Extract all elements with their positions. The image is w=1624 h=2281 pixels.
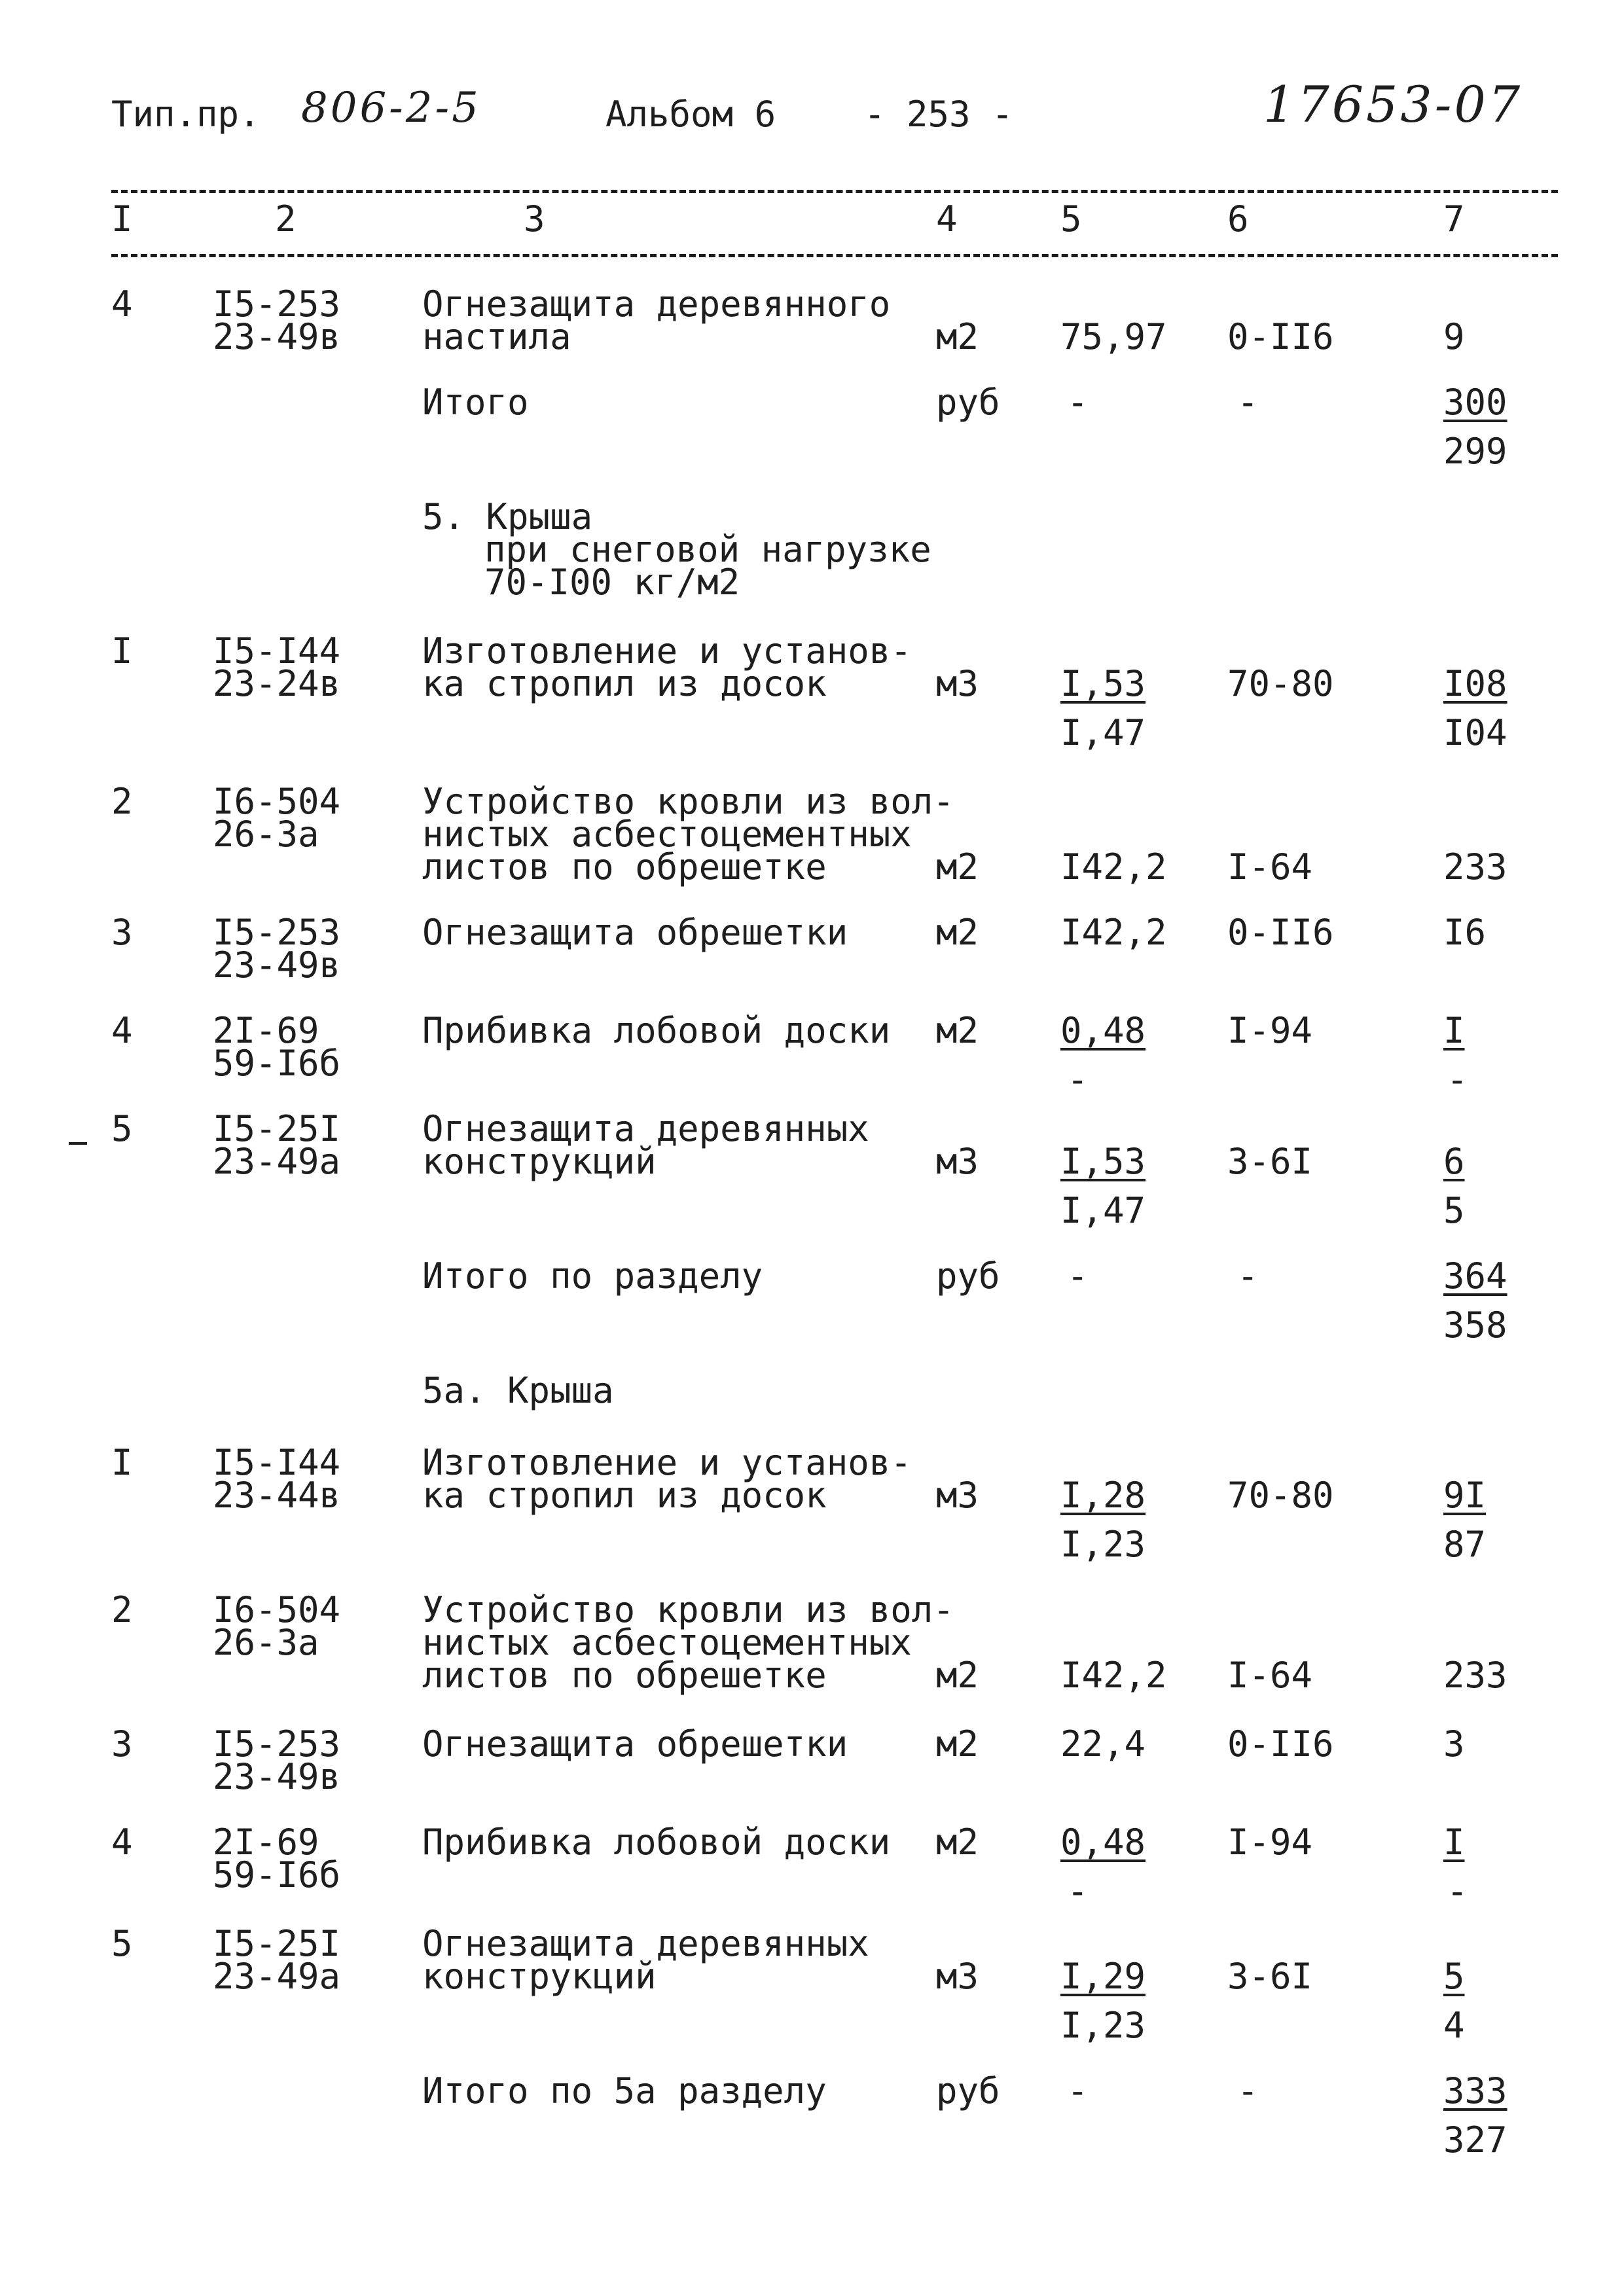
unit: руб [936, 2070, 1000, 2111]
norm-rate: I-94 [1227, 1010, 1313, 1051]
norm-code: I5-253 [213, 1723, 341, 1765]
cost: I08 [1443, 663, 1507, 704]
norm-code: 23-49в [213, 1756, 341, 1797]
norm-code: 26-3а [213, 1622, 319, 1663]
norm-code: 23-49а [213, 1141, 341, 1182]
cost: 4 [1443, 2005, 1465, 2046]
norm-code: I5-25I [213, 1923, 341, 1964]
cost: 3 [1443, 1723, 1465, 1765]
document-number: 17653-07 [1263, 75, 1523, 134]
norm-code: I5-253 [213, 912, 341, 953]
row-number: 4 [111, 1010, 133, 1051]
norm-code: 59-I6б [213, 1854, 341, 1895]
work-description: нистых асбестоцементных [422, 1622, 912, 1663]
cost: 87 [1443, 1524, 1487, 1565]
work-description: Прибивка лобовой доски [422, 1010, 891, 1051]
cost: 233 [1443, 846, 1507, 888]
quantity: I42,2 [1060, 912, 1167, 953]
norm-code: 26-3а [213, 814, 319, 855]
total-label: Итого по 5а разделу [422, 2070, 827, 2111]
row-number: 3 [111, 912, 133, 953]
work-description: Устройство кровли из вол- [422, 1589, 954, 1630]
unit: руб [936, 382, 1000, 423]
unit: м3 [936, 1956, 979, 1997]
cost: 364 [1443, 1255, 1507, 1297]
quantity: - [1067, 1871, 1089, 1912]
cost: 327 [1443, 2119, 1507, 2161]
unit: м2 [936, 1723, 979, 1765]
unit: м3 [936, 1475, 979, 1516]
quantity: I,53 [1060, 663, 1146, 704]
column-header-2: 2 [275, 198, 297, 240]
norm-rate: 3-6I [1227, 1956, 1313, 1997]
norm-code: 23-24в [213, 663, 341, 704]
norm-rate: I-64 [1227, 846, 1313, 888]
norm-code: 23-49в [213, 316, 341, 357]
work-description: ка стропил из досок [422, 663, 827, 704]
quantity: 22,4 [1060, 1723, 1146, 1765]
row-number: 2 [111, 1589, 133, 1630]
quantity: I,47 [1060, 712, 1146, 753]
norm-code: I5-I44 [213, 1442, 341, 1483]
cost: 9I [1443, 1475, 1487, 1516]
unit: м2 [936, 846, 979, 888]
quantity: 0,48 [1060, 1010, 1146, 1051]
work-description: листов по обрешетке [422, 846, 827, 888]
section-title: 5а. Крыша [422, 1370, 614, 1411]
project-number: 806-2-5 [301, 84, 481, 132]
column-header-7: 7 [1443, 198, 1465, 240]
total-label: Итого по разделу [422, 1255, 763, 1297]
norm-code: 23-49а [213, 1956, 341, 1997]
cost: 5 [1443, 1956, 1465, 1997]
margin-mark [69, 1142, 87, 1145]
work-description: Устройство кровли из вол- [422, 781, 954, 822]
work-description: Огнезащита деревянных [422, 1108, 869, 1149]
cost: I [1443, 1822, 1465, 1863]
work-description: Прибивка лобовой доски [422, 1822, 891, 1863]
cost: 9 [1443, 316, 1465, 357]
work-description: нистых асбестоцементных [422, 814, 912, 855]
work-description: Изготовление и установ- [422, 1442, 912, 1483]
quantity: I,29 [1060, 1956, 1146, 1997]
column-header-1: I [111, 198, 133, 240]
norm-code: 2I-69 [213, 1822, 319, 1863]
album-label: Альбом 6 [605, 94, 776, 135]
quantity: I,28 [1060, 1475, 1146, 1516]
cost: - [1447, 1059, 1468, 1100]
row-number: 3 [111, 1723, 133, 1765]
total-label: Итого [422, 382, 529, 423]
norm-rate: - [1237, 382, 1259, 423]
cost: 6 [1443, 1141, 1465, 1182]
norm-rate: - [1237, 2070, 1259, 2111]
quantity: - [1067, 2070, 1089, 2111]
cost: I6 [1443, 912, 1487, 953]
column-header-6: 6 [1227, 198, 1249, 240]
cost: 233 [1443, 1655, 1507, 1696]
quantity: 0,48 [1060, 1822, 1146, 1863]
row-number: 2 [111, 781, 133, 822]
quantity: I,53 [1060, 1141, 1146, 1182]
doc-type-label: Тип.пр. [111, 94, 261, 135]
page-number: - 253 - [864, 94, 1013, 135]
quantity: I,47 [1060, 1190, 1146, 1231]
section-title: 70-I00 кг/м2 [484, 562, 740, 603]
unit: м2 [936, 912, 979, 953]
norm-code: I6-504 [213, 781, 341, 822]
work-description: конструкций [422, 1141, 657, 1182]
row-number: 4 [111, 283, 133, 325]
unit: м2 [936, 1822, 979, 1863]
norm-code: I5-25I [213, 1108, 341, 1149]
norm-code: 2I-69 [213, 1010, 319, 1051]
work-description: листов по обрешетке [422, 1655, 827, 1696]
column-header-4: 4 [936, 198, 958, 240]
cost: 299 [1443, 431, 1507, 472]
work-description: Изготовление и установ- [422, 630, 912, 672]
quantity: - [1067, 1255, 1089, 1297]
norm-code: I5-I44 [213, 630, 341, 672]
quantity: 75,97 [1060, 316, 1167, 357]
work-description: настила [422, 316, 571, 357]
quantity: I,23 [1060, 1524, 1146, 1565]
row-number: 5 [111, 1923, 133, 1964]
row-number: 5 [111, 1108, 133, 1149]
norm-rate: 70-80 [1227, 663, 1334, 704]
header-top-rule [111, 190, 1558, 193]
unit: м2 [936, 1655, 979, 1696]
work-description: Огнезащита обрешетки [422, 912, 848, 953]
unit: м2 [936, 1010, 979, 1051]
quantity: - [1067, 1059, 1089, 1100]
cost: 333 [1443, 2070, 1507, 2111]
unit: м2 [936, 316, 979, 357]
quantity: I,23 [1060, 2005, 1146, 2046]
header-bottom-rule [111, 254, 1558, 257]
work-description: конструкций [422, 1956, 657, 1997]
norm-rate: - [1237, 1255, 1259, 1297]
work-description: ка стропил из досок [422, 1475, 827, 1516]
norm-code: I6-504 [213, 1589, 341, 1630]
work-description: Огнезащита деревянных [422, 1923, 869, 1964]
section-title: 5. Крыша [422, 496, 593, 537]
quantity: - [1067, 382, 1089, 423]
unit: м3 [936, 663, 979, 704]
norm-rate: 3-6I [1227, 1141, 1313, 1182]
work-description: Огнезащита обрешетки [422, 1723, 848, 1765]
column-header-5: 5 [1060, 198, 1082, 240]
norm-code: 59-I6б [213, 1043, 341, 1084]
quantity: I42,2 [1060, 846, 1167, 888]
cost: - [1447, 1871, 1468, 1912]
norm-rate: 70-80 [1227, 1475, 1334, 1516]
norm-code: 23-44в [213, 1475, 341, 1516]
column-header-3: 3 [524, 198, 545, 240]
cost: 358 [1443, 1304, 1507, 1346]
cost: I04 [1443, 712, 1507, 753]
row-number: I [111, 1442, 133, 1483]
cost: 300 [1443, 382, 1507, 423]
quantity: I42,2 [1060, 1655, 1167, 1696]
norm-rate: 0-II6 [1227, 1723, 1334, 1765]
norm-rate: I-64 [1227, 1655, 1313, 1696]
norm-rate: 0-II6 [1227, 912, 1334, 953]
unit: м3 [936, 1141, 979, 1182]
row-number: I [111, 630, 133, 672]
cost: I [1443, 1010, 1465, 1051]
norm-code: 23-49в [213, 944, 341, 986]
norm-code: I5-253 [213, 283, 341, 325]
cost: 5 [1443, 1190, 1465, 1231]
norm-rate: I-94 [1227, 1822, 1313, 1863]
work-description: Огнезащита деревянного [422, 283, 891, 325]
section-title: при снеговой нагрузке [484, 529, 931, 570]
row-number: 4 [111, 1822, 133, 1863]
norm-rate: 0-II6 [1227, 316, 1334, 357]
unit: руб [936, 1255, 1000, 1297]
